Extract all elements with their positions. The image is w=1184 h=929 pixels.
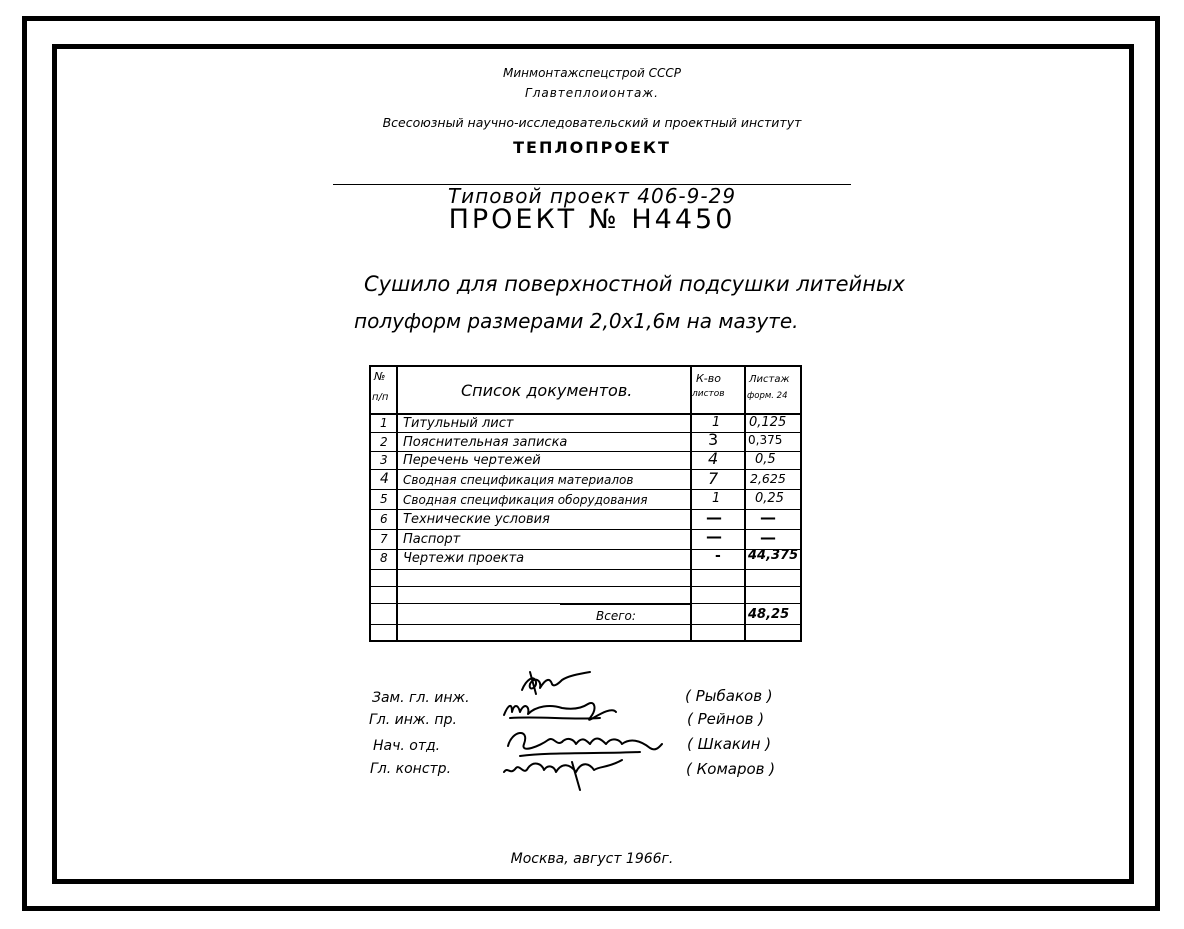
total-label: Всего:	[596, 609, 636, 623]
header-num-sub: п/п	[372, 392, 389, 403]
signatory-name: ( Шкакин )	[687, 735, 772, 753]
subject-line-1: Сушило для поверхностной подсушки литейных	[364, 272, 905, 296]
signatory-name: ( Рейнов )	[687, 710, 765, 728]
header-num: №	[374, 370, 386, 383]
department-line: Главтеплоионтаж.	[525, 86, 659, 100]
institute-line: Всесоюзный научно-исследовательский и проектный институт	[382, 115, 802, 130]
total-value: 48,25	[748, 607, 790, 622]
header-format-sub: форм. 24	[747, 391, 788, 401]
signature-role: Нач. отд.	[373, 738, 441, 754]
signatory-name: ( Рыбаков )	[685, 687, 773, 705]
header-title: Список документов.	[461, 381, 633, 400]
header-format: Листаж	[749, 374, 790, 385]
typical-project: Типовой проект 406-9-29	[447, 184, 737, 208]
institute-name: ТЕПЛОПРОЕКТ	[513, 138, 671, 157]
signature-role: Гл. инж. пр.	[369, 712, 457, 728]
subject-line-2: полуформ размерами 2,0х1,6м на мазуте.	[354, 309, 799, 333]
handwritten-signatures	[490, 660, 680, 800]
signature-role: Гл. констр.	[370, 761, 452, 777]
header-count: К-во	[696, 372, 721, 385]
place-date: Москва, август 1966г.	[510, 851, 674, 867]
header-count-sub: листов	[692, 389, 725, 399]
signatory-name: ( Комаров )	[686, 760, 776, 778]
project-number: ПРОЕКТ № Н4450	[448, 204, 736, 235]
ministry-line: Минмонтажспецстрой СССР	[503, 66, 681, 80]
signature-role: Зам. гл. инж.	[372, 690, 470, 706]
